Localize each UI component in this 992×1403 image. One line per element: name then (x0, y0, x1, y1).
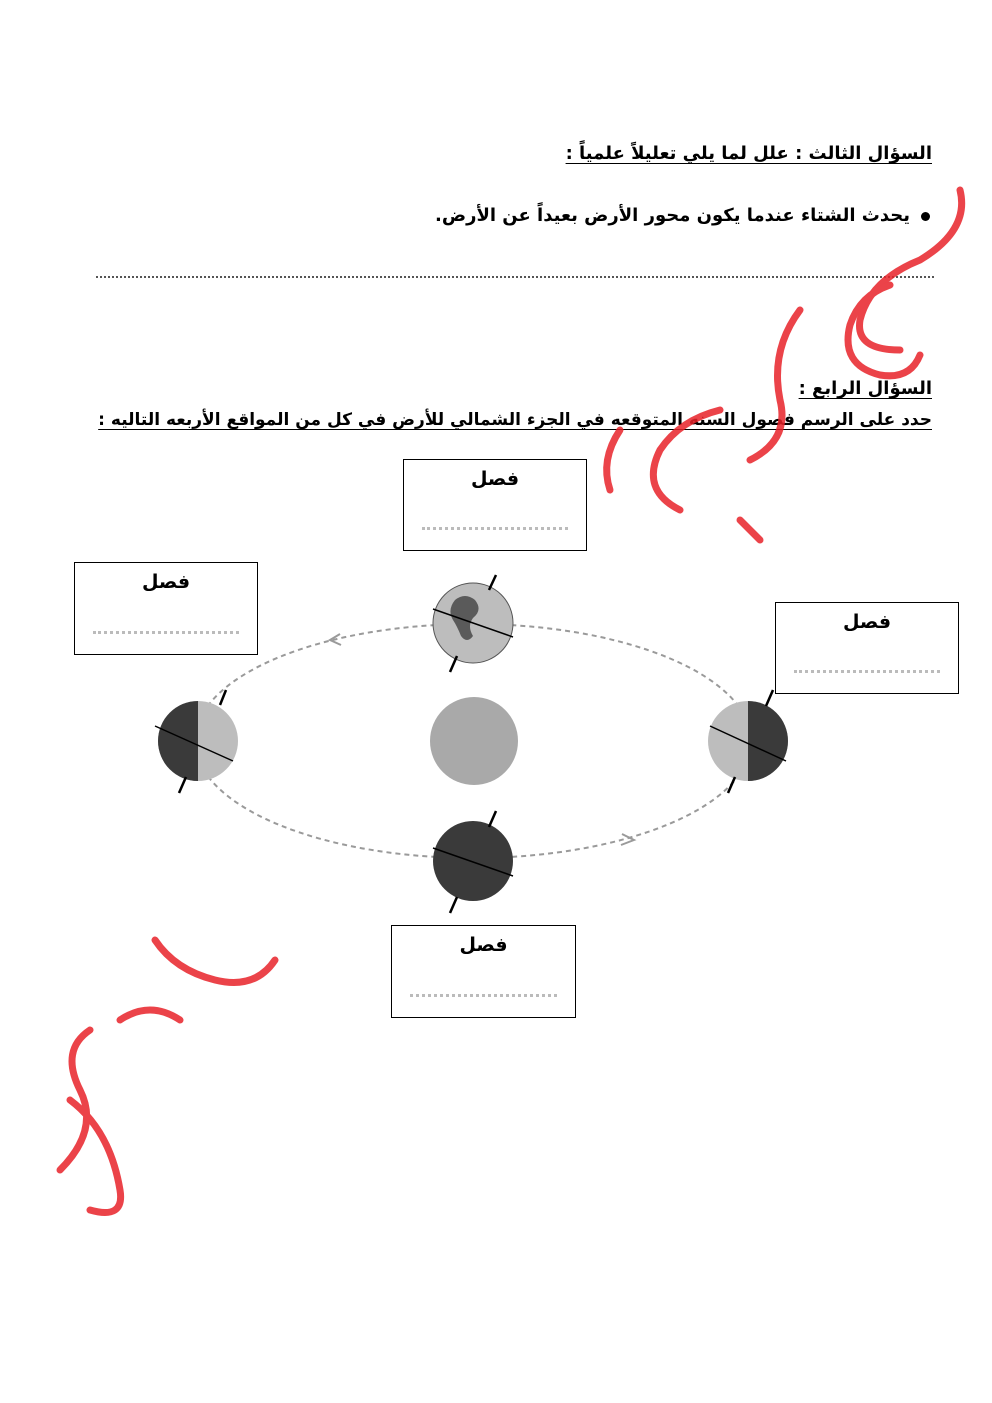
earth-bottom (433, 811, 513, 913)
season-box-top[interactable] (403, 459, 587, 551)
question-4-instruction: حدد على الرسم فصول السنه المتوقعه في الجزء الشمالي للأرض في كل من المواقع الأربعه التاليه : (98, 410, 932, 430)
season-label: فصل (470, 468, 520, 490)
earth-top (433, 575, 513, 672)
sun (430, 697, 518, 785)
earth-left (155, 690, 238, 793)
question-3-statement: يحدث الشتاء عندما يكون محور الأرض بعيداً عن الأرض. (435, 205, 910, 226)
earth-right (708, 690, 788, 793)
question-4-title: السؤال الرابع : (798, 378, 932, 399)
season-label: فصل (459, 934, 508, 956)
season-label: فصل (141, 571, 191, 593)
season-answer-line[interactable] (93, 631, 239, 634)
season-box-right[interactable] (775, 602, 959, 694)
season-answer-line[interactable] (410, 994, 557, 997)
season-label: فصل (842, 611, 892, 633)
season-answer-line[interactable] (422, 527, 568, 530)
question-3-title: السؤال الثالث : علل لما يلي تعليلاً علمياً : (565, 143, 932, 164)
season-box-bottom[interactable] (391, 925, 576, 1018)
season-box-left[interactable] (74, 562, 258, 655)
season-answer-line[interactable] (794, 670, 940, 673)
